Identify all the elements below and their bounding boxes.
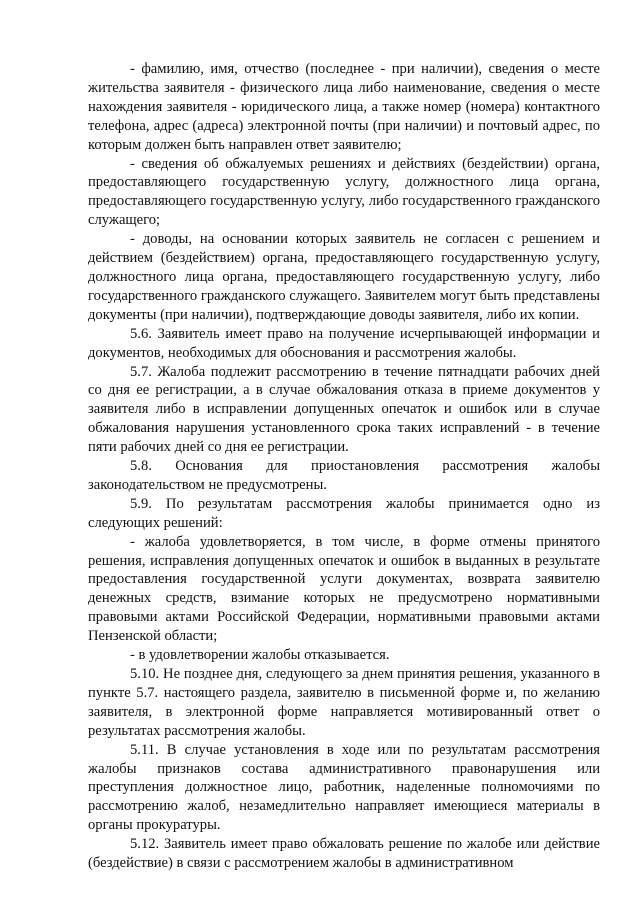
- paragraph-5-12: 5.12. Заявитель имеет право обжаловать решение по жалобе или действие (бездействие) в связи с рассмотрением жалобы в административном: [88, 836, 600, 872]
- paragraph-5-8: 5.8. Основания для приостановления рассмотрения жалобы законодательством не предусмотрены.: [88, 458, 600, 493]
- paragraph-5-6: 5.6. Заявитель имеет право на получение исчерпывающей информации и документов, необходимых для обоснования и рассмотрения жалобы.: [88, 325, 600, 361]
- paragraph-applicant-details: - фамилию, имя, отчество (последнее - при наличии), сведения о месте жительства заявителя - физического лица либо наименование, сведения о месте нахождения заявителя - юридического лица, а также номер (номера) контактного телефона, адрес (адреса) электронной почты (при наличии) и почтовый адрес, по которым должен быть направлен ответ заявителю;: [88, 61, 600, 153]
- paragraph-5-11: 5.11. В случае установления в ходе или по результатам рассмотрения жалобы признаков состава административного правонарушения или преступления должностное лицо, работник, наделенные полномочиями по рассмотрению жалоб, незамедлительно направляет имеющиеся материалы в органы прокуратуры.: [88, 741, 600, 834]
- paragraph-appealed-decisions: - сведения об обжалуемых решениях и действиях (бездействии) органа, предоставляющего государственную услугу, должностного лица органа, предоставляющего государственную услугу, либо государственного гражданского служащего;: [88, 155, 600, 229]
- paragraph-5-10: 5.10. Не позднее дня, следующего за днем принятия решения, указанного в пункте 5.7. настоящего раздела, заявителю в письменной форме и, по желанию заявителя, в электронной форме направляется мотивированный ответ о результатах рассмотрения жалобы.: [88, 666, 600, 739]
- paragraph-complaint-refused: - в удовлетворении жалобы отказывается.: [130, 647, 390, 664]
- paragraph-arguments: - доводы, на основании которых заявитель не согласен с решением и действием (бездействием) органа, предоставляющего государственную услугу, должностного лица органа, предоставляющего государственную услугу, либо государственного гражданского служащего. Заявителем могут быть представлены документы (при наличии), подтверждающие доводы заявителя, либо их копии.: [88, 231, 600, 323]
- paragraph-5-7: 5.7. Жалоба подлежит рассмотрению в течение пятнадцати рабочих дней со дня ее регистрации, а в случае обжалования отказа в приеме документов у заявителя либо в исправлении допущенных опечаток и ошибок или в случае обжалования нарушения установленного срока таких исправлений - в течение пяти рабочих дней со дня ее регистрации.: [88, 363, 600, 456]
- paragraph-complaint-satisfied: - жалоба удовлетворяется, в том числе, в форме отмены принятого решения, исправления допущенных опечаток и ошибок в выданных в результате предоставления государственной услуги документах, возврата заявителю денежных средств, взимание которых не предусмотрено нормативными правовыми актами Российской Федерации, нормативными правовыми актами Пензенской области;: [88, 533, 600, 645]
- paragraph-5-9: 5.9. По результатам рассмотрения жалобы принимается одно из следующих решений:: [88, 495, 600, 531]
